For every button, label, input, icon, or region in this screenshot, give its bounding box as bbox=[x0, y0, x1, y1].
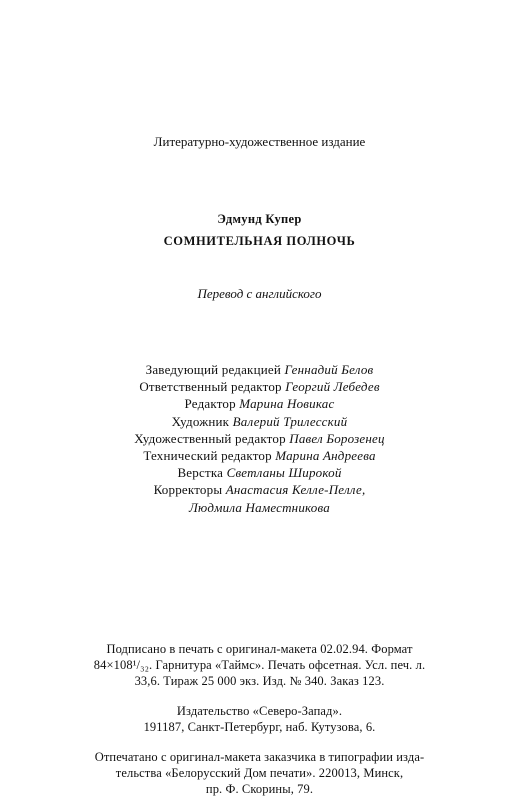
credit-name: Геннадий Белов bbox=[284, 362, 374, 377]
publisher-info-line: 191187, Санкт-Петербург, наб. Кутузова, 6. bbox=[143, 720, 376, 735]
credit-name: Павел Борозенец bbox=[289, 430, 385, 446]
credit-name: Анастасия Келле-Пелле, bbox=[225, 482, 366, 498]
credit-name: Марина Новикас bbox=[239, 396, 335, 412]
credit-line bbox=[0, 430, 519, 447]
credit-line bbox=[0, 499, 519, 516]
print-info bbox=[0, 641, 519, 690]
credit-line bbox=[0, 378, 519, 395]
publisher-info bbox=[0, 703, 519, 735]
book-author: Эдмунд Купер bbox=[217, 212, 302, 226]
credit-role: Верстка bbox=[177, 465, 224, 481]
credit-role: Заведующий редакцией bbox=[145, 362, 282, 377]
printer-info bbox=[0, 749, 519, 798]
credit-name: Валерий Трилесский bbox=[232, 413, 348, 429]
credit-role: Художник bbox=[171, 413, 230, 429]
print-info-line: 84×108¹/₃₂. Гарнитура «Таймс». Печать офсетная. Усл. печ. л. bbox=[93, 658, 426, 673]
print-info-line: 33,6. Тираж 25 000 экз. Изд. № 340. Заказ 123. bbox=[134, 674, 385, 689]
print-info-line: Подписано в печать с оригинал-макета 02.02.94. Формат bbox=[106, 642, 413, 656]
credit-role: Редактор bbox=[184, 396, 236, 412]
credit-role: Художественный редактор bbox=[134, 430, 286, 446]
credit-role: Технический редактор bbox=[143, 448, 272, 464]
credit-line bbox=[0, 464, 519, 481]
printer-info-line: тельства «Белорусский Дом печати». 220013, Минск, bbox=[115, 766, 404, 781]
credit-name: Людмила Наместникова bbox=[189, 499, 330, 515]
credit-line bbox=[0, 413, 519, 430]
editorial-credits bbox=[0, 361, 519, 516]
translation-note: Перевод с английского bbox=[197, 286, 322, 301]
printer-info-line: пр. Ф. Скорины, 79. bbox=[205, 782, 314, 797]
credit-line bbox=[0, 447, 519, 464]
publisher-info-line: Издательство «Северо-Запад». bbox=[176, 704, 343, 718]
credit-name: Георгий Лебедев bbox=[285, 379, 380, 395]
book-title: СОМНИТЕЛЬНАЯ ПОЛНОЧЬ bbox=[163, 234, 356, 248]
credit-line bbox=[0, 481, 519, 498]
credit-name: Светланы Широкой bbox=[226, 465, 342, 481]
credit-line bbox=[0, 361, 519, 378]
printer-info-line: Отпечатано с оригинал-макета заказчика в типографии изда- bbox=[94, 750, 425, 764]
credit-name: Марина Андреева bbox=[275, 448, 376, 464]
credit-role: Корректоры bbox=[153, 482, 223, 498]
credit-role: Ответственный редактор bbox=[139, 379, 282, 395]
publication-type: Литературно-художественное издание bbox=[153, 134, 366, 149]
credit-line bbox=[0, 395, 519, 412]
